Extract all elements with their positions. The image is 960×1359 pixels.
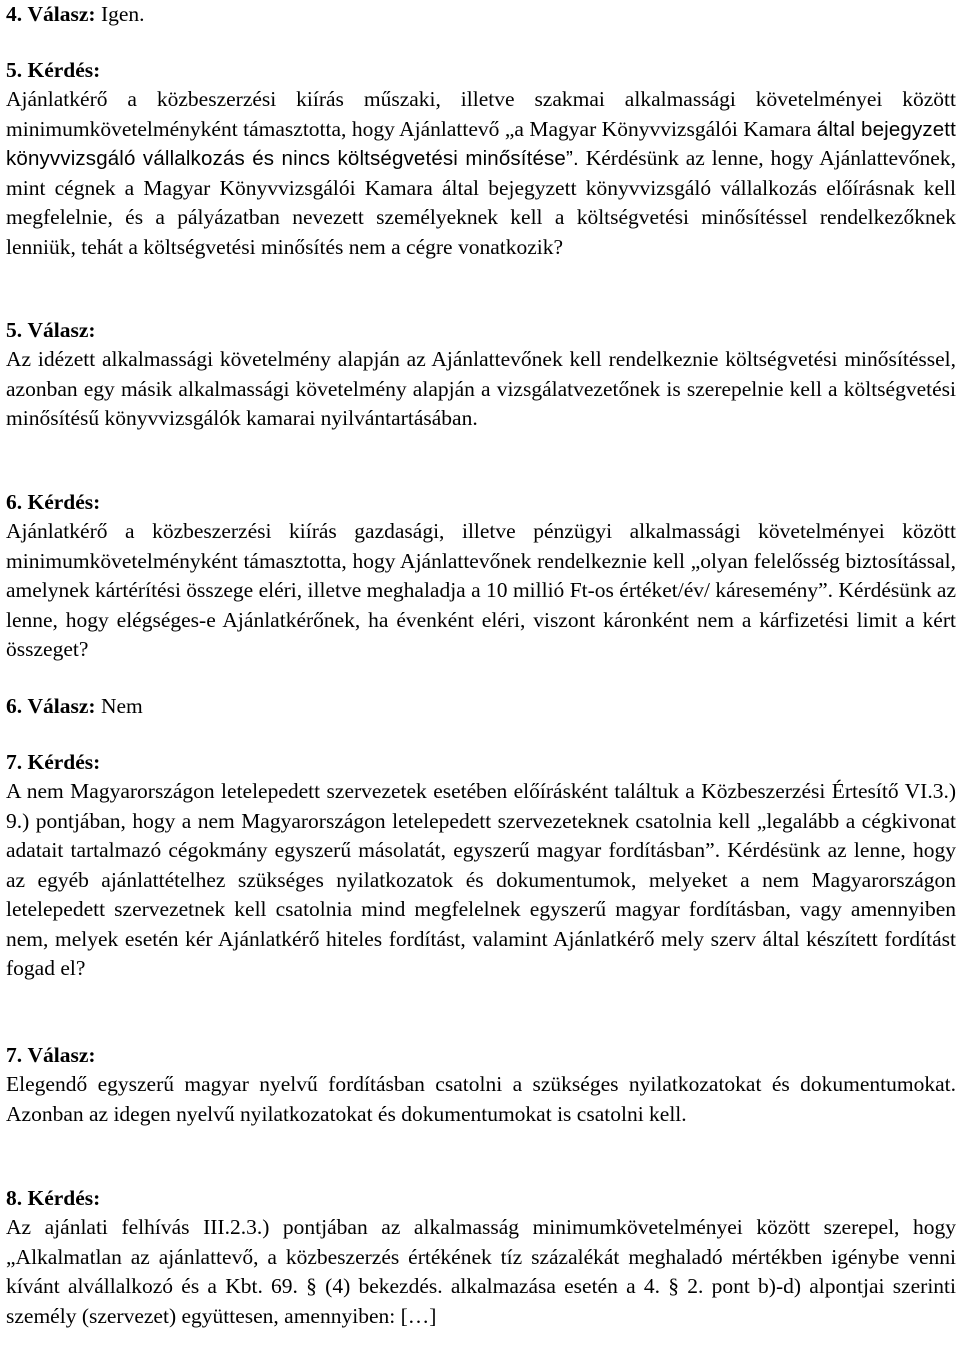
q6-question-label: Kérdés:	[27, 490, 101, 514]
q6-answer-text: Nem	[100, 694, 143, 718]
q5-question-text	[6, 85, 956, 262]
q8-question-label: Kérdés:	[27, 1186, 101, 1210]
q4-number: 4.	[6, 2, 23, 26]
q5-question-heading	[6, 56, 956, 86]
q8-question-text: Az ajánlati felhívás III.2.3.) pontjában az alkalmasság minimumkövetelményei között szerepel, hogy „Alkalmatlan az ajánlattevő, a közbeszerzés értékének tíz százalékát meghaladó mértékben igénybe venni kívánt alvállalkozó és a Kbt. 69. § (4) bekezdés. alkalmazása esetén a 4. § 2. pont b)-d) alpontjai szerinti személy (szervezet) együttesen, amennyiben: […]	[6, 1215, 956, 1328]
q6-answer-number: 6.	[6, 694, 23, 718]
q7-answer-text: Elegendő egyszerű magyar nyelvű fordításban csatolni a szükséges nyilatkozatokat és dokumentumokat. Azonban az idegen nyelvű nyilatkozatokat és dokumentumokat is csatolni kell.	[6, 1072, 956, 1126]
q5-answer-number: 5.	[6, 318, 23, 342]
q4-answer-label: Válasz:	[27, 2, 96, 26]
q6-question-text: Ajánlatkérő a közbeszerzési kiírás gazdasági, illetve pénzügyi alkalmassági követelményei között minimumkövetelményként támasztotta, hogy Ajánlattevőnek rendelkeznie kell „olyan felelősség biztosítással, amelynek kártérítési összege eléri, illetve meghaladja a 10 millió Ft-os értéket/év/ káresemény”. Kérdésünk az lenne, hogy elégséges-e Ajánlatkérőnek, ha évenként eléri, viszont káronként nem a kárfizetési limit a kért összeget?	[6, 519, 956, 661]
q5-answer-heading	[6, 316, 956, 346]
q5-question-part1: Ajánlatkérő a közbeszerzési kiírás műszaki, illetve szakmai alkalmassági követelményei között minimumkövetelményként támasztotta, hogy Ajánlattevő „a Magyar Könyvvizsgálói Kamara	[6, 87, 956, 141]
q6-number: 6.	[6, 490, 23, 514]
q5-question-part3: Kérdésünk az lenne, hogy Ajánlattevőnek, mint cégnek a Magyar Könyvvizsgálói Kamara által bejegyzett könyvvizsgáló vállalkozás előírásnak kell megfelelnie, és a pályázatban nevezett személyeknek kell a költségvetési minősítéssel rendelkezőknek lenniük, tehát a költségvetési minősítés nem a cégre vonatkozik?	[6, 146, 956, 259]
q7-answer-number: 7.	[6, 1043, 23, 1067]
q5-answer-label: Válasz:	[27, 318, 96, 342]
q7-answer-label: Válasz:	[27, 1043, 96, 1067]
q7-number: 7.	[6, 750, 23, 774]
q5-question-label: Kérdés:	[27, 58, 101, 82]
q8-number: 8.	[6, 1186, 23, 1210]
q7-question-label: Kérdés:	[27, 750, 101, 774]
q7-answer-heading	[6, 1041, 956, 1071]
q5-number: 5.	[6, 58, 23, 82]
q7-question-text: A nem Magyarországon letelepedett szervezetek esetében előírásként találtuk a Közbeszerzési Értesítő VI.3.) 9.) pontjában, hogy a nem Magyarországon letelepedett szervezeteknek csatolnia kell „legalább a cégkivonat adatait tartalmazó cégokmány egyszerű másolatát, egyszerű magyar fordításban”. Kérdésünk az lenne, hogy az egyéb ajánlattételhez szükséges nyilatkozatok és dokumentumok, melyeket a nem Magyarországon letelepedett szervezetnek kell csatolnia mind megfelelnek egyszerű magyar fordításban, vagy amennyiben nem, melyek esetén kér Ajánlatkérő hiteles fordítást, valamint Ajánlatkérő mely szerv által készített fordítást fogad el?	[6, 779, 956, 980]
q7-question-heading	[6, 748, 956, 778]
q5-question-part2: által bejegyzett könyvvizsgáló vállalkozás és nincs költségvetési minősítése”.	[6, 117, 956, 170]
q6-answer-heading	[6, 692, 956, 722]
q6-question-heading	[6, 488, 956, 518]
q5-answer-text: Az idézett alkalmassági követelmény alapján az Ajánlattevőnek kell rendelkeznie költségvetési minősítéssel, azonban egy másik alkalmassági követelmény alapján a vizsgálatvezetőnek is szerepelnie kell a költségvetési minősítésű könyvvizsgálók kamarai nyilvántartásában.	[6, 347, 956, 430]
q4-answer-heading	[6, 0, 956, 30]
q8-question-heading	[6, 1184, 956, 1214]
q6-answer-label: Válasz:	[27, 694, 96, 718]
q4-answer-text: Igen.	[100, 2, 145, 26]
